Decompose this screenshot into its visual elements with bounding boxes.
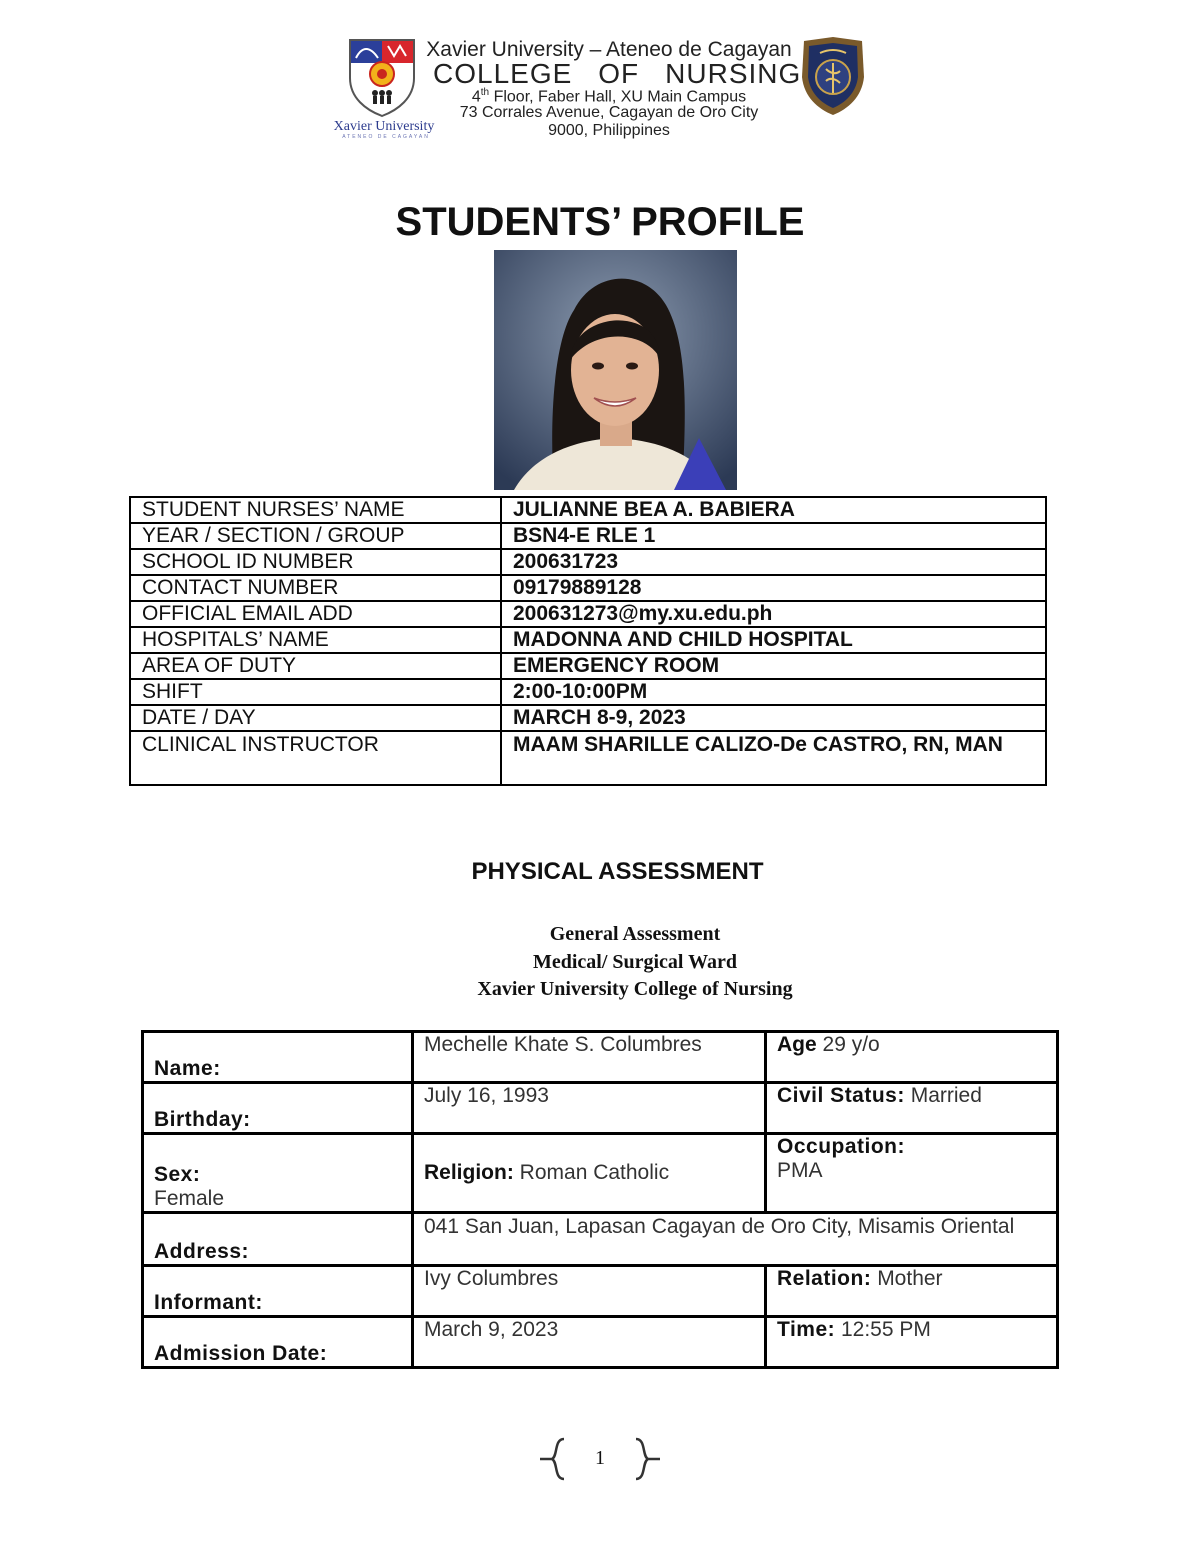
table-row bbox=[143, 1134, 1058, 1213]
sex-value: Female bbox=[154, 1187, 225, 1210]
profile-label: SHIFT bbox=[130, 679, 501, 705]
civil-status-cell bbox=[766, 1083, 1058, 1134]
college-word: COLLEGE bbox=[433, 58, 573, 89]
table-row bbox=[143, 1266, 1058, 1317]
profile-value: MADONNA AND CHILD HOSPITAL bbox=[501, 627, 1046, 653]
table-row bbox=[130, 601, 1046, 627]
physical-assessment-title: PHYSICAL ASSESSMENT bbox=[471, 858, 764, 885]
letterhead-street: 73 Corrales Avenue, Cagayan de Oro City bbox=[459, 104, 759, 121]
table-row bbox=[143, 1032, 1058, 1083]
profile-label: DATE / DAY bbox=[130, 705, 501, 731]
profile-label: HOSPITALS’ NAME bbox=[130, 627, 501, 653]
profile-value: BSN4-E RLE 1 bbox=[501, 523, 1046, 549]
patient-name-value: Mechelle Khate S. Columbres bbox=[413, 1032, 766, 1083]
table-row bbox=[143, 1317, 1058, 1368]
profile-value: EMERGENCY ROOM bbox=[501, 653, 1046, 679]
birthday-value: July 16, 1993 bbox=[413, 1083, 766, 1134]
college-word: NURSING bbox=[665, 58, 802, 89]
table-row bbox=[130, 705, 1046, 731]
letterhead-city: 9000, Philippines bbox=[548, 122, 670, 139]
profile-value: JULIANNE BEA A. BABIERA bbox=[501, 497, 1046, 523]
religion-value: Roman Catholic bbox=[519, 1161, 670, 1184]
birthday-label: Birthday: bbox=[143, 1083, 413, 1134]
time-value: 12:55 PM bbox=[840, 1318, 931, 1341]
profile-value: 200631723 bbox=[501, 549, 1046, 575]
profile-label: AREA OF DUTY bbox=[130, 653, 501, 679]
table-row bbox=[130, 575, 1046, 601]
ward-subheading: Medical/ Surgical Ward bbox=[532, 951, 738, 973]
assessment-subheading: General Assessment bbox=[549, 923, 721, 945]
admission-date-label: Admission Date: bbox=[143, 1317, 413, 1368]
sex-label: Sex: bbox=[154, 1163, 201, 1186]
civil-status-label: Civil Status: bbox=[777, 1084, 905, 1107]
relation-label: Relation: bbox=[777, 1267, 872, 1290]
religion-cell bbox=[413, 1134, 766, 1213]
profile-label: OFFICIAL EMAIL ADD bbox=[130, 601, 501, 627]
xavier-university-wordmark: Xavier University bbox=[333, 119, 435, 134]
table-row bbox=[130, 497, 1046, 523]
profile-value: MAAM SHARILLE CALIZO-De CASTRO, RN, MAN bbox=[501, 731, 1046, 785]
sex-cell bbox=[143, 1134, 413, 1213]
religion-label: Religion: bbox=[424, 1161, 514, 1184]
age-label: Age bbox=[777, 1033, 817, 1056]
profile-label: YEAR / SECTION / GROUP bbox=[130, 523, 501, 549]
table-row bbox=[130, 731, 1046, 785]
relation-value: Mother bbox=[877, 1267, 943, 1290]
page-number: 1 bbox=[595, 1447, 605, 1469]
address-label: Address: bbox=[143, 1213, 413, 1266]
table-row bbox=[130, 679, 1046, 705]
student-profile-table bbox=[129, 496, 1047, 786]
occupation-cell bbox=[766, 1134, 1058, 1213]
name-label: Name: bbox=[143, 1032, 413, 1083]
informant-label: Informant: bbox=[143, 1266, 413, 1317]
time-cell bbox=[766, 1317, 1058, 1368]
patient-assessment-table bbox=[141, 1030, 1059, 1369]
letterhead-floor: 4th Floor, Faber Hall, XU Main Campus bbox=[471, 87, 747, 106]
age-value: 29 y/o bbox=[822, 1033, 880, 1056]
address-value: 041 San Juan, Lapasan Cagayan de Oro City, Misamis Oriental bbox=[413, 1213, 1058, 1266]
college-of-nursing-seal-logo bbox=[798, 37, 868, 115]
letterhead-college bbox=[420, 58, 802, 90]
page-title: STUDENTS’ PROFILE bbox=[395, 200, 805, 244]
student-portrait-photo bbox=[494, 250, 737, 490]
occupation-value: PMA bbox=[777, 1159, 823, 1182]
profile-label: SCHOOL ID NUMBER bbox=[130, 549, 501, 575]
table-row bbox=[130, 523, 1046, 549]
ateneo-wordmark-subtitle: ATENEO DE CAGAYAN bbox=[342, 134, 430, 140]
profile-label: CLINICAL INSTRUCTOR bbox=[130, 731, 501, 785]
age-cell bbox=[766, 1032, 1058, 1083]
college-subheading: Xavier University College of Nursing bbox=[477, 978, 793, 1000]
table-row bbox=[143, 1083, 1058, 1134]
letterhead-university: Xavier University – Ateneo de Cagayan bbox=[426, 38, 792, 61]
table-row bbox=[130, 627, 1046, 653]
table-row bbox=[143, 1213, 1058, 1266]
profile-label: STUDENT NURSES’ NAME bbox=[130, 497, 501, 523]
xavier-university-seal-logo bbox=[348, 38, 416, 118]
time-label: Time: bbox=[777, 1318, 836, 1341]
admission-date-value: March 9, 2023 bbox=[413, 1317, 766, 1368]
occupation-label: Occupation: bbox=[777, 1135, 906, 1158]
profile-label: CONTACT NUMBER bbox=[130, 575, 501, 601]
table-row bbox=[130, 653, 1046, 679]
profile-value: 200631273@my.xu.edu.ph bbox=[501, 601, 1046, 627]
civil-status-value: Married bbox=[910, 1084, 982, 1107]
college-word: OF bbox=[598, 58, 640, 89]
profile-value: 2:00-10:00PM bbox=[501, 679, 1046, 705]
profile-value: MARCH 8-9, 2023 bbox=[501, 705, 1046, 731]
relation-cell bbox=[766, 1266, 1058, 1317]
profile-value: 09179889128 bbox=[501, 575, 1046, 601]
informant-value: Ivy Columbres bbox=[413, 1266, 766, 1317]
table-row bbox=[130, 549, 1046, 575]
